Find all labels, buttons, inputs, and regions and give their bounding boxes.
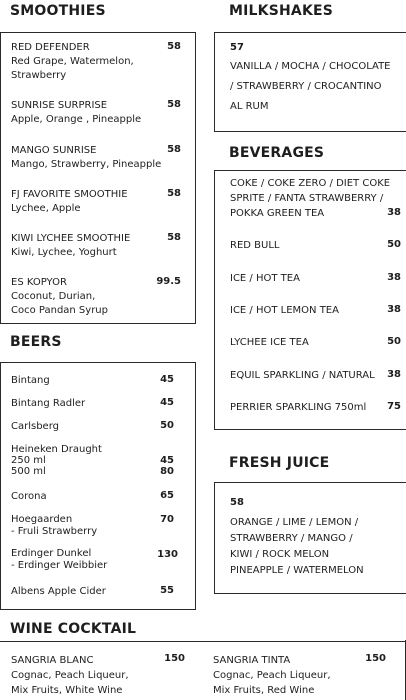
beverage-item: ICE / HOT TEA	[230, 273, 300, 284]
beverage-item	[230, 176, 390, 221]
flavor-line: VANILLA / MOCHA / CHOCOLATE	[230, 61, 391, 72]
milkshakes-price: 57	[230, 42, 244, 53]
item-price: 65	[160, 490, 174, 501]
smoothie-item	[11, 41, 134, 83]
item-desc: Kiwi, Lychee, Yoghurt	[11, 247, 117, 258]
item-name: POKKA GREEN TEA	[230, 208, 325, 219]
smoothie-item	[11, 99, 141, 127]
beer-item: Bintang	[11, 375, 50, 386]
item-size: 500 ml	[11, 466, 46, 477]
item-desc: Apple, Orange , Pineapple	[11, 114, 142, 125]
item-price	[150, 455, 174, 477]
item-price: 38	[387, 207, 401, 218]
beverage-item: ICE / HOT LEMON TEA	[230, 305, 339, 316]
flavor-line: AL RUM	[230, 101, 269, 112]
beer-item	[11, 514, 97, 538]
smoothie-item	[11, 144, 161, 172]
wine-cocktail-item	[213, 653, 331, 698]
beverage-item: EQUIL SPARKLING / NATURAL	[230, 370, 375, 381]
item-price: 55	[160, 585, 174, 596]
item-price: 38	[387, 272, 401, 283]
fresh-juice-flavors	[230, 515, 364, 579]
item-price: 50	[160, 420, 174, 431]
item-name: SUNRISE SURPRISE	[11, 100, 108, 111]
item-price: 50	[387, 239, 401, 250]
item-price: 50	[387, 336, 401, 347]
beer-item: Bintang Radler	[11, 398, 86, 409]
item-name: MANGO SUNRISE	[11, 145, 97, 156]
milkshakes-flavors	[230, 57, 391, 117]
item-price: 75	[387, 401, 401, 412]
item-name: RED DEFENDER	[11, 42, 90, 53]
beer-item: Carlsberg	[11, 421, 59, 432]
item-name: Heineken Draught	[11, 444, 102, 455]
item-price: 150	[164, 653, 185, 664]
flavor-line: PINEAPPLE / WATERMELON	[230, 565, 364, 576]
beer-item: Corona	[11, 491, 47, 502]
item-name: COKE / COKE ZERO / DIET COKE	[230, 178, 391, 189]
flavor-line: ORANGE / LIME / LEMON /	[230, 517, 359, 528]
item-price: 38	[387, 304, 401, 315]
wine-cocktail-rule	[0, 641, 406, 642]
item-price: 45	[160, 397, 174, 408]
fresh-juice-title: FRESH JUICE	[229, 455, 330, 471]
item-desc: Mango, Strawberry, Pineapple	[11, 159, 162, 170]
item-price: 38	[387, 369, 401, 380]
item-name: Hoegaarden	[11, 514, 73, 525]
item-price: 130	[157, 549, 178, 560]
item-desc: Lychee, Apple	[11, 203, 81, 214]
item-desc: Coconut, Durian,	[11, 291, 96, 302]
item-name: KIWI LYCHEE SMOOTHIE	[11, 233, 131, 244]
item-price: 58	[167, 144, 181, 155]
smoothies-title: SMOOTHIES	[10, 3, 106, 19]
beverage-item: RED BULL	[230, 240, 280, 251]
price-500: 80	[160, 466, 174, 477]
item-desc: Mix Fruits, Red Wine	[213, 685, 315, 696]
item-price: 150	[365, 653, 386, 664]
item-desc: Coco Pandan Syrup	[11, 305, 108, 316]
item-desc: Strawberry	[11, 70, 67, 81]
item-name: Erdinger Dunkel	[11, 548, 92, 559]
beers-title: BEERS	[10, 334, 62, 350]
beer-item	[11, 444, 102, 477]
item-price: 58	[167, 232, 181, 243]
item-price: 99.5	[156, 276, 181, 287]
item-price: 58	[167, 188, 181, 199]
flavor-line: KIWI / ROCK MELON	[230, 549, 330, 560]
beer-item	[11, 548, 107, 572]
item-price: 70	[160, 514, 174, 525]
smoothie-item	[11, 276, 108, 318]
flavor-line: / STRAWBERRY / CROCANTINO	[230, 81, 382, 92]
item-variant: - Fruli Strawberry	[11, 526, 98, 537]
item-size: 250 ml	[11, 455, 46, 466]
smoothie-item	[11, 188, 128, 216]
item-desc: Cognac, Peach Liqueur,	[11, 670, 129, 681]
beer-item: Albens Apple Cider	[11, 586, 106, 597]
item-name: SPRITE / FANTA STRAWBERRY /	[230, 193, 384, 204]
wine-cocktail-title: WINE COCKTAIL	[10, 621, 137, 637]
item-name: SANGRIA TINTA	[213, 655, 291, 666]
item-name: ES KOPYOR	[11, 277, 67, 288]
item-price: 58	[167, 99, 181, 110]
item-price: 45	[160, 374, 174, 385]
beverages-title: BEVERAGES	[229, 145, 325, 161]
price-250: 45	[160, 455, 174, 466]
fresh-juice-price: 58	[230, 497, 244, 508]
item-name: FJ FAVORITE SMOOTHIE	[11, 189, 128, 200]
smoothie-item	[11, 232, 130, 260]
item-name: SANGRIA BLANC	[11, 655, 94, 666]
item-desc: Red Grape, Watermelon,	[11, 56, 134, 67]
flavor-line: STRAWBERRY / MANGO /	[230, 533, 353, 544]
item-variant: - Erdinger Weibbier	[11, 560, 108, 571]
milkshakes-title: MILKSHAKES	[229, 3, 334, 19]
beverage-item: PERRIER SPARKLING 750ml	[230, 402, 367, 413]
item-desc: Cognac, Peach Liqueur,	[213, 670, 331, 681]
item-desc: Mix Fruits, White Wine	[11, 685, 123, 696]
beverage-item: LYCHEE ICE TEA	[230, 337, 309, 348]
item-price: 58	[167, 41, 181, 52]
wine-cocktail-item	[11, 653, 129, 698]
